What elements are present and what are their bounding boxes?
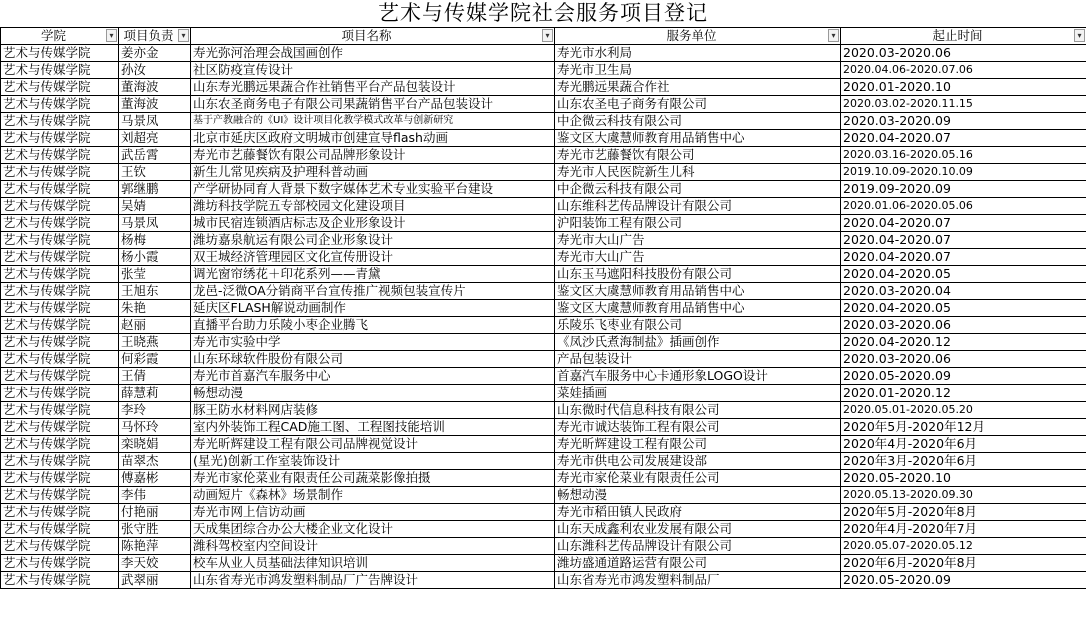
table-row: [1, 232, 1086, 249]
cell-college[interactable]: 艺术与传媒学院: [1, 62, 119, 79]
table-row: [1, 62, 1086, 79]
cell-period[interactable]: 2020年4月-2020年6月: [841, 436, 1086, 453]
table-row: [1, 368, 1086, 385]
cell-period[interactable]: 2020年4月-2020年7月: [841, 521, 1086, 538]
cell-leader[interactable]: 付艳丽: [119, 504, 191, 521]
cell-leader[interactable]: 苗翠杰: [119, 453, 191, 470]
cell-project[interactable]: 寿光市实验中学: [191, 334, 555, 351]
cell-college[interactable]: 艺术与传媒学院: [1, 147, 119, 164]
cell-project[interactable]: 寿光市家伦菜业有限责任公司蔬菜影像拍摄: [191, 470, 555, 487]
column-header-project: [191, 28, 555, 45]
cell-period[interactable]: 2020.01-2020.10: [841, 79, 1086, 96]
cell-unit[interactable]: 潍坊盛通道路运营有限公司: [555, 555, 841, 572]
column-header-period: [841, 28, 1086, 45]
table-row: [1, 283, 1086, 300]
cell-unit[interactable]: 寿光市水利局: [555, 45, 841, 62]
cell-unit[interactable]: 寿光鹏远果蔬合作社: [555, 79, 841, 96]
cell-project[interactable]: 北京市延庆区政府文明城市创建宣导flash动画: [191, 130, 555, 147]
cell-period[interactable]: 2020.01-2020.12: [841, 385, 1086, 402]
cell-project[interactable]: 天成集团综合办公大楼企业文化设计: [191, 521, 555, 538]
table-row: [1, 453, 1086, 470]
cell-period[interactable]: 2020.01.06-2020.05.06: [841, 198, 1086, 215]
header-label: 项目负责: [123, 28, 174, 43]
cell-leader[interactable]: 吴婧: [119, 198, 191, 215]
cell-project[interactable]: 新生儿常见疾病及护理科普动画: [191, 164, 555, 181]
cell-college[interactable]: 艺术与传媒学院: [1, 385, 119, 402]
column-header-leader: [119, 28, 191, 45]
cell-unit[interactable]: 鉴文区大虞慧师教育用品销售中心: [555, 300, 841, 317]
header-row: [1, 28, 1086, 45]
cell-unit[interactable]: 山东玉马遮阳科技股份有限公司: [555, 266, 841, 283]
cell-period[interactable]: 2020.04-2020.07: [841, 215, 1086, 232]
cell-college[interactable]: 艺术与传媒学院: [1, 334, 119, 351]
cell-project[interactable]: 动画短片《森林》场景制作: [191, 487, 555, 504]
table-row: [1, 470, 1086, 487]
cell-college[interactable]: 艺术与传媒学院: [1, 504, 119, 521]
cell-unit[interactable]: 鉴文区大虞慧师教育用品销售中心: [555, 130, 841, 147]
table-row: [1, 147, 1086, 164]
cell-leader[interactable]: 薛慧莉: [119, 385, 191, 402]
cell-college[interactable]: 艺术与传媒学院: [1, 487, 119, 504]
cell-period[interactable]: 2019.10.09-2020.10.09: [841, 164, 1086, 181]
cell-period[interactable]: 2020.04-2020.05: [841, 266, 1086, 283]
cell-project[interactable]: 寿光市艺藤餐饮有限公司品牌形象设计: [191, 147, 555, 164]
cell-college[interactable]: 艺术与传媒学院: [1, 164, 119, 181]
header-label: 服务单位: [666, 28, 717, 43]
cell-unit[interactable]: 畅想动漫: [555, 487, 841, 504]
cell-leader[interactable]: 武岳霄: [119, 147, 191, 164]
cell-college[interactable]: 艺术与传媒学院: [1, 436, 119, 453]
table-row: [1, 402, 1086, 419]
table-row: [1, 555, 1086, 572]
cell-project[interactable]: 潍坊嘉泉航运有限公司企业形象设计: [191, 232, 555, 249]
cell-period[interactable]: 2020.03-2020.06: [841, 317, 1086, 334]
cell-leader[interactable]: 何彩霞: [119, 351, 191, 368]
cell-leader[interactable]: 栾晓娟: [119, 436, 191, 453]
cell-project[interactable]: 寿光弥河治理会战国画创作: [191, 45, 555, 62]
cell-college[interactable]: 艺术与传媒学院: [1, 470, 119, 487]
cell-project[interactable]: 直播平台助力乐陵小枣企业腾飞: [191, 317, 555, 334]
project-table: [0, 27, 1086, 589]
table-row: [1, 130, 1086, 147]
header-label: 起止时间: [932, 28, 983, 43]
cell-leader[interactable]: 李玲: [119, 402, 191, 419]
cell-project[interactable]: 寿光市首嘉汽车服务中心: [191, 368, 555, 385]
cell-unit[interactable]: 乐陵乐飞枣业有限公司: [555, 317, 841, 334]
cell-leader[interactable]: 李天姣: [119, 555, 191, 572]
cell-college[interactable]: 艺术与传媒学院: [1, 113, 119, 130]
cell-college[interactable]: 艺术与传媒学院: [1, 572, 119, 589]
table-row: [1, 113, 1086, 130]
cell-college[interactable]: 艺术与传媒学院: [1, 555, 119, 572]
table-row: [1, 538, 1086, 555]
cell-unit[interactable]: 寿光市人民医院新生儿科: [555, 164, 841, 181]
cell-project[interactable]: 校车从业人员基础法律知识培训: [191, 555, 555, 572]
cell-college[interactable]: 艺术与传媒学院: [1, 130, 119, 147]
cell-college[interactable]: 艺术与传媒学院: [1, 249, 119, 266]
cell-unit[interactable]: 《凤沙氏煮海制盐》插画创作: [555, 334, 841, 351]
cell-unit[interactable]: 菜娃插画: [555, 385, 841, 402]
cell-project[interactable]: 山东省寿光市鸿发塑料制品厂广告牌设计: [191, 572, 555, 589]
cell-period[interactable]: 2020.03-2020.06: [841, 45, 1086, 62]
cell-college[interactable]: 艺术与传媒学院: [1, 300, 119, 317]
cell-college[interactable]: 艺术与传媒学院: [1, 317, 119, 334]
cell-period[interactable]: 2020.04-2020.07: [841, 130, 1086, 147]
cell-project[interactable]: 潍坊科技学院五专部校园文化建设项目: [191, 198, 555, 215]
cell-college[interactable]: 艺术与传媒学院: [1, 419, 119, 436]
cell-project[interactable]: 山东寿光鹏远果蔬合作社销售平台产品包装设计: [191, 79, 555, 96]
filter-dropdown-icon[interactable]: ▾: [178, 29, 189, 42]
cell-college[interactable]: 艺术与传媒学院: [1, 45, 119, 62]
cell-college[interactable]: 艺术与传媒学院: [1, 521, 119, 538]
table-row: [1, 419, 1086, 436]
cell-project[interactable]: 延庆区FLASH解说动画制作: [191, 300, 555, 317]
table-row: [1, 164, 1086, 181]
cell-unit[interactable]: 寿光市卫生局: [555, 62, 841, 79]
header-label: 学院: [40, 28, 66, 43]
cell-period[interactable]: 2020.04-2020.12: [841, 334, 1086, 351]
cell-unit[interactable]: 沪阳装饰工程有限公司: [555, 215, 841, 232]
cell-leader[interactable]: 王晓燕: [119, 334, 191, 351]
cell-period[interactable]: 2020.04-2020.05: [841, 300, 1086, 317]
cell-project[interactable]: 畅想动漫: [191, 385, 555, 402]
table-row: [1, 300, 1086, 317]
cell-college[interactable]: 艺术与传媒学院: [1, 96, 119, 113]
cell-period[interactable]: 2019.09-2020.09: [841, 181, 1086, 198]
cell-project[interactable]: (星光)创新工作室装饰设计: [191, 453, 555, 470]
cell-project[interactable]: 寿光昕辉建设工程有限公司品牌视觉设计: [191, 436, 555, 453]
cell-period[interactable]: 2020.03-2020.04: [841, 283, 1086, 300]
cell-period[interactable]: 2020年3月-2020年6月: [841, 453, 1086, 470]
cell-college[interactable]: 艺术与传媒学院: [1, 402, 119, 419]
cell-period[interactable]: 2020.05.07-2020.05.12: [841, 538, 1086, 555]
cell-leader[interactable]: 张莹: [119, 266, 191, 283]
cell-project[interactable]: 潍科驾校室内空间设计: [191, 538, 555, 555]
table-row: [1, 198, 1086, 215]
table-row: [1, 385, 1086, 402]
cell-period[interactable]: 2020年5月-2020年12月: [841, 419, 1086, 436]
cell-unit[interactable]: 寿光市诚达装饰工程有限公司: [555, 419, 841, 436]
cell-leader[interactable]: 姜亦金: [119, 45, 191, 62]
cell-college[interactable]: 艺术与传媒学院: [1, 283, 119, 300]
cell-college[interactable]: 艺术与传媒学院: [1, 232, 119, 249]
cell-period[interactable]: 2020.04-2020.07: [841, 249, 1086, 266]
cell-period[interactable]: 2020年5月-2020年8月: [841, 504, 1086, 521]
cell-leader[interactable]: 武翠丽: [119, 572, 191, 589]
table-row: [1, 215, 1086, 232]
cell-period[interactable]: 2020.04-2020.07: [841, 232, 1086, 249]
cell-project[interactable]: 豚王防水材料网店装修: [191, 402, 555, 419]
cell-project[interactable]: 山东农圣商务电子有限公司果蔬销售平台产品包装设计: [191, 96, 555, 113]
filter-dropdown-icon[interactable]: ▾: [106, 29, 117, 42]
sheet-title: 艺术与传媒学院社会服务项目登记: [378, 1, 708, 25]
cell-unit[interactable]: 中企微云科技有限公司: [555, 113, 841, 130]
cell-leader[interactable]: 王钦: [119, 164, 191, 181]
cell-college[interactable]: 艺术与传媒学院: [1, 215, 119, 232]
cell-leader[interactable]: 赵丽: [119, 317, 191, 334]
cell-leader[interactable]: 马景凤: [119, 113, 191, 130]
cell-period[interactable]: 2020.05-2020.09: [841, 368, 1086, 385]
cell-unit[interactable]: 山东省寿光市鸿发塑料制品厂: [555, 572, 841, 589]
cell-unit[interactable]: 山东农圣电子商务有限公司: [555, 96, 841, 113]
cell-period[interactable]: 2020.05-2020.09: [841, 572, 1086, 589]
cell-college[interactable]: 艺术与传媒学院: [1, 79, 119, 96]
cell-leader[interactable]: 李伟: [119, 487, 191, 504]
cell-unit[interactable]: 产品包装设计: [555, 351, 841, 368]
cell-project[interactable]: 城市民宿连锁酒店标志及企业形象设计: [191, 215, 555, 232]
filter-dropdown-icon[interactable]: ▾: [828, 29, 839, 42]
cell-period[interactable]: 2020.05-2020.10: [841, 470, 1086, 487]
table-row: [1, 181, 1086, 198]
table-row: [1, 317, 1086, 334]
cell-period[interactable]: 2020.03.02-2020.11.15: [841, 96, 1086, 113]
header-label: 项目名称: [341, 28, 392, 43]
cell-unit[interactable]: 山东微时代信息科技有限公司: [555, 402, 841, 419]
table-row: [1, 521, 1086, 538]
cell-unit[interactable]: 寿光市大山广告: [555, 249, 841, 266]
cell-college[interactable]: 艺术与传媒学院: [1, 181, 119, 198]
cell-period[interactable]: 2020.05.13-2020.09.30: [841, 487, 1086, 504]
cell-leader[interactable]: 董海波: [119, 96, 191, 113]
cell-college[interactable]: 艺术与传媒学院: [1, 453, 119, 470]
cell-unit[interactable]: 山东维科艺传品牌设计有限公司: [555, 198, 841, 215]
cell-period[interactable]: 2020.04.06-2020.07.06: [841, 62, 1086, 79]
table-row: [1, 436, 1086, 453]
cell-period[interactable]: 2020.03.16-2020.05.16: [841, 147, 1086, 164]
cell-leader[interactable]: 马景凤: [119, 215, 191, 232]
cell-unit[interactable]: 寿光市稻田镇人民政府: [555, 504, 841, 521]
cell-project[interactable]: 室内外装饰工程CAD施工图、工程图技能培训: [191, 419, 555, 436]
cell-period[interactable]: 2020.05.01-2020.05.20: [841, 402, 1086, 419]
cell-leader[interactable]: 王旭东: [119, 283, 191, 300]
table-row: [1, 351, 1086, 368]
cell-college[interactable]: 艺术与传媒学院: [1, 538, 119, 555]
table-row: [1, 96, 1086, 113]
table-row: [1, 504, 1086, 521]
cell-project[interactable]: 基于产教融合的《UI》设计项目化教学模式改革与创新研究: [191, 113, 555, 130]
column-header-unit: [555, 28, 841, 45]
cell-leader[interactable]: 董海波: [119, 79, 191, 96]
cell-period[interactable]: 2020年6月-2020年8月: [841, 555, 1086, 572]
cell-leader[interactable]: 孙汝: [119, 62, 191, 79]
cell-project[interactable]: 龙邑-泛微OA分销商平台宣传推广视频包装宣传片: [191, 283, 555, 300]
cell-project[interactable]: 山东环球软件股份有限公司: [191, 351, 555, 368]
cell-leader[interactable]: 郭继鹏: [119, 181, 191, 198]
cell-college[interactable]: 艺术与传媒学院: [1, 368, 119, 385]
table-row: [1, 334, 1086, 351]
cell-project[interactable]: 产学研协同育人背景下数字媒体艺术专业实验平台建设: [191, 181, 555, 198]
cell-period[interactable]: 2020.03-2020.06: [841, 351, 1086, 368]
cell-project[interactable]: 社区防疫宣传设计: [191, 62, 555, 79]
cell-project[interactable]: 寿光市网上信访动画: [191, 504, 555, 521]
cell-leader[interactable]: 朱艳: [119, 300, 191, 317]
cell-unit[interactable]: 鉴文区大虞慧师教育用品销售中心: [555, 283, 841, 300]
cell-unit[interactable]: 寿光市艺藤餐饮有限公司: [555, 147, 841, 164]
cell-project[interactable]: 调光窗帘绣花＋印花系列——青黛: [191, 266, 555, 283]
table-row: [1, 266, 1086, 283]
cell-unit[interactable]: 中企微云科技有限公司: [555, 181, 841, 198]
table-row: [1, 79, 1086, 96]
table-row: [1, 249, 1086, 266]
table-row: [1, 45, 1086, 62]
cell-unit[interactable]: 寿光市大山广告: [555, 232, 841, 249]
cell-college[interactable]: 艺术与传媒学院: [1, 198, 119, 215]
cell-college[interactable]: 艺术与传媒学院: [1, 351, 119, 368]
cell-college[interactable]: 艺术与传媒学院: [1, 266, 119, 283]
filter-dropdown-icon[interactable]: ▾: [1074, 29, 1085, 42]
cell-leader[interactable]: 杨小霞: [119, 249, 191, 266]
column-header-college: [1, 28, 119, 45]
cell-unit[interactable]: 首嘉汽车服务中心卡通形象LOGO设计: [555, 368, 841, 385]
table-row: [1, 487, 1086, 504]
cell-unit[interactable]: 寿光市家伦菜业有限责任公司: [555, 470, 841, 487]
cell-leader[interactable]: 马怀玲: [119, 419, 191, 436]
cell-unit[interactable]: 寿光昕辉建设工程有限公司: [555, 436, 841, 453]
filter-dropdown-icon[interactable]: ▾: [542, 29, 553, 42]
cell-unit[interactable]: 山东潍科艺传品牌设计有限公司: [555, 538, 841, 555]
cell-leader[interactable]: 陈艳萍: [119, 538, 191, 555]
cell-leader[interactable]: 刘超亮: [119, 130, 191, 147]
table-row: [1, 572, 1086, 589]
cell-project[interactable]: 双王城经济管理园区文化宣传册设计: [191, 249, 555, 266]
cell-unit[interactable]: 寿光市供电公司发展建设部: [555, 453, 841, 470]
cell-leader[interactable]: 王倩: [119, 368, 191, 385]
cell-leader[interactable]: 杨梅: [119, 232, 191, 249]
cell-period[interactable]: 2020.03-2020.09: [841, 113, 1086, 130]
cell-leader[interactable]: 傅嘉彬: [119, 470, 191, 487]
cell-leader[interactable]: 张守胜: [119, 521, 191, 538]
cell-unit[interactable]: 山东天成鑫利农业发展有限公司: [555, 521, 841, 538]
